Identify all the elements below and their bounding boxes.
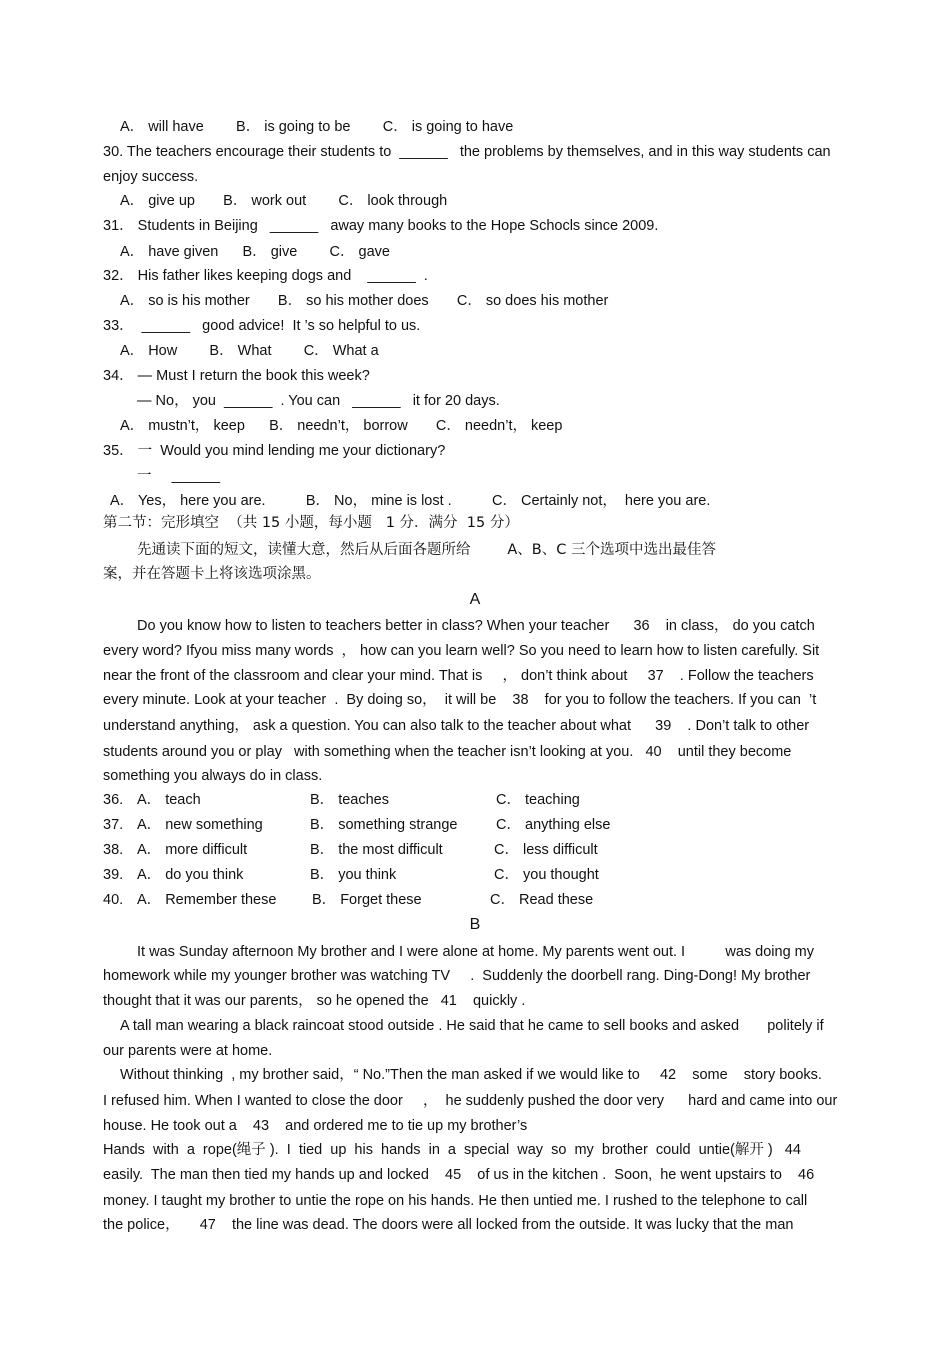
q40-number: 40. [103,892,124,908]
q30-line-2: enjoy success. [103,169,199,185]
q36-option-c: C． teaching [496,792,580,808]
q35-options: A． Yes， here you are. B． No， mine is lost . C． Certainly not， here you are. [110,493,711,509]
passage-b-line: money. I taught my brother to untie the rope on his hands. He then untied me. I rushed to the telephone to call [103,1193,808,1209]
section-instruction-1: 先通读下面的短文，读懂大意，然后从后面各题所给 A、B、C 三个选项中选出最佳答 [137,542,716,558]
q36-number: 36. [103,792,124,808]
passage-a-line: students around you or play with something when the teacher isn’t looking at you. 40 until they become [103,744,792,760]
q32-question: 32． His father likes keeping dogs and ______ . [103,268,428,284]
section-instruction-2: 案，并在答题卡上将该选项涂黑。 [103,566,321,582]
q31-options: A． have given B． give C． gave [120,244,390,260]
passage-b-line: Without thinking , my brother said，“ No.”Then the man asked if we would like to 42 some story books. [120,1067,822,1083]
q38-option-c: C． less difficult [494,842,598,858]
passage-b-line: thought that it was our parents， so he opened the 41 quickly . [103,993,526,1009]
q35-question: 35． 一 Would you mind lending me your dictionary? [103,443,446,459]
passage-a-line: every minute. Look at your teacher . By doing so， it will be 38 for you to follow the teachers. If you can ’t [103,692,817,708]
q37-option-a: A． new something [137,817,263,833]
passage-b-line: homework while my younger brother was watching TV . Suddenly the doorbell rang. Ding-Dong! My brother [103,968,811,984]
q39-option-c: C． you thought [494,867,599,883]
q39-option-b: B． you think [310,867,397,883]
q30-options: A． give up B． work out C． look through [120,193,448,209]
q31-question: 31． Students in Beijing ______ away many books to the Hope Schocls since 2009. [103,218,659,234]
q32-options: A． so is his mother B． so his mother does C． so does his mother [120,293,609,309]
passage-b-line: A tall man wearing a black raincoat stood outside . He said that he came to sell books and asked politely if [120,1018,824,1034]
q36-option-b: B． teaches [310,792,389,808]
passage-b-line: easily. The man then tied my hands up and locked 45 of us in the kitchen . Soon, he went upstairs to 46 [103,1167,815,1183]
q35-reply: 一 ______ [137,468,221,484]
passage-b-title: B [469,916,481,933]
q38-option-a: A． more difficult [137,842,248,858]
q39-option-a: A． do you think [137,867,244,883]
passage-a-line: Do you know how to listen to teachers better in class? When your teacher 36 in class， do you catch [137,618,815,634]
passage-b-line: Hands with a rope(绳子 ). I tied up his hands in a special way so my brother could untie(解开 ) 44 [103,1142,801,1158]
q36-option-a: A． teach [137,792,201,808]
q34-options: A． mustn’t， keep B． needn’t， borrow C． needn’t， keep [120,418,563,434]
passage-a-line: every word? Ifyou miss many words ， how can you learn well? So you need to learn how to listen carefully. Sit [103,643,820,659]
q37-number: 37. [103,817,124,833]
passage-a-line: something you always do in class. [103,768,323,784]
passage-a-line: understand anything， ask a question. You can also talk to the teacher about what 39 . Don’t talk to other [103,718,810,734]
q34-question: 34． — Must I return the book this week? [103,368,370,384]
q33-options: A． How B． What C． What a [120,343,379,359]
passage-b-line: house. He took out a 43 and ordered me to tie up my brother’s [103,1118,528,1134]
q40-option-c: C． Read these [490,892,594,908]
q38-option-b: B． the most difficult [310,842,443,858]
passage-a-line: near the front of the classroom and clear your mind. That is ， don’t think about 37 . Follow the teachers [103,668,814,684]
passage-b-line: I refused him. When I wanted to close the door ， he suddenly pushed the door very hard and came into our [103,1093,838,1109]
q40-option-a: A． Remember these [137,892,277,908]
section-heading: 第二节：完形填空 （共 15 小题，每小题 1 分．满分 15 分） [103,515,519,531]
q37-option-c: C． anything else [496,817,611,833]
q33-question: 33． ______ good advice! It ’s so helpful to us. [103,318,421,334]
q38-number: 38. [103,842,124,858]
q29-options: A． will have B． is going to be C． is going to have [120,119,514,135]
passage-b-line: our parents were at home. [103,1043,273,1059]
q34-reply: — No， you ______ . You can ______ it for 20 days. [137,393,500,409]
passage-b-line: the police， 47 the line was dead. The doors were all locked from the outside. It was lucky that the man [103,1217,794,1233]
q40-option-b: B． Forget these [312,892,422,908]
passage-a-title: A [469,591,481,608]
passage-b-line: It was Sunday afternoon My brother and I were alone at home. My parents went out. I was doing my [137,944,815,960]
q39-number: 39. [103,867,124,883]
q30-line-1: 30. The teachers encourage their students to ______ the problems by themselves, and in this way students can [103,144,831,160]
q37-option-b: B． something strange [310,817,458,833]
